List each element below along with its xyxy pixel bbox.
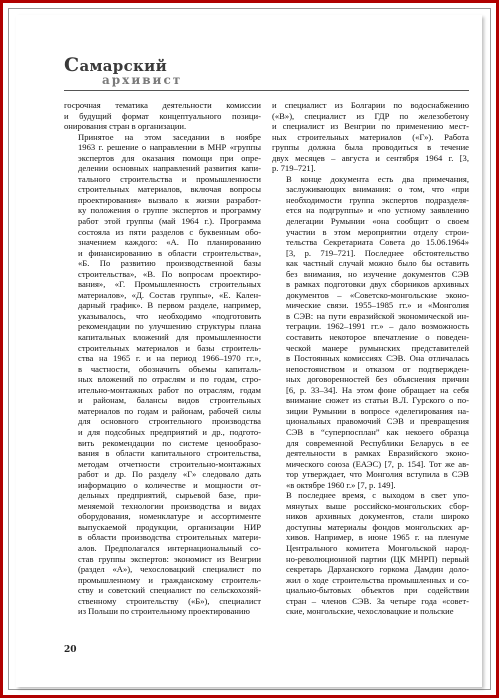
text-line: доступны материалы фондов монгольских ар-: [286, 521, 469, 532]
paragraph: [272, 490, 469, 617]
text-line: меняемой технологии производства и видах: [78, 500, 261, 511]
text-line: для основного строительного производства: [78, 416, 261, 427]
text-line: секретарь Дарханского горкома Дамдин доло-: [286, 564, 469, 575]
text-line: работ и др. По разделу «Г» следовало дать: [78, 469, 261, 480]
text-line: деятельности в рамках Евразийского эконо-: [286, 448, 469, 459]
text-line: и для подсобных предприятий и др., подгото-: [78, 426, 261, 437]
text-line: без внимания, но изучение документов СЭВ: [286, 268, 469, 279]
text-line: оборудования, номенклатуре и ассортименте: [78, 511, 261, 522]
text-line: документов – «Советско-монгольские эконо-: [286, 289, 469, 300]
paragraph: [64, 100, 261, 132]
text-line: составить некоторое впечатление о поведен-: [286, 332, 469, 343]
text-line: онирования стран в организации.: [64, 121, 187, 132]
text-line: выпускаемой продукции, организации НИР: [78, 521, 261, 532]
text-line: в Постоянных комиссиях СЭВ. Она отличалась: [286, 353, 469, 364]
text-line: но-революционной партии (ЦК МНРП) первый: [286, 553, 469, 564]
text-line: строительных материалов, включая вопросы: [78, 184, 261, 195]
masthead-title: [64, 54, 182, 76]
text-line: ется на подгруппы» и «по устному заявлению: [286, 205, 469, 216]
text-line: работ этой группы (май 1964 г.). Программа: [78, 216, 261, 227]
text-line: В последнее время, с выходом в свет упо-: [286, 490, 469, 501]
text-line: зиции Румынии в вопросе «делегирования на-: [286, 405, 469, 416]
text-line: необходимости группа экспертов подразделя-: [286, 194, 469, 205]
document-page: [16, 15, 482, 687]
masthead-subtitle: архивист: [102, 73, 183, 87]
text-line: вания в области капитального строительства,: [78, 448, 261, 459]
text-line: в СЭВ: на пути евразийской экономической ин-: [286, 310, 469, 321]
text-line: для современной Республики Беларусь в ее: [286, 437, 469, 448]
text-line: и районам, балансы видов строительных: [78, 395, 261, 406]
text-column-right: [272, 100, 469, 617]
masthead-title-rest: амарский: [79, 57, 168, 75]
text-line: вить рекомендации по системе ценообразо-: [78, 437, 261, 448]
page-number: 20: [64, 645, 77, 655]
text-line: и будущий формат концептуального позици-: [64, 110, 261, 121]
text-line: циально-бытовых объектов при содействии: [286, 585, 469, 596]
text-line: значением каждого: «А. По планированию: [78, 237, 261, 248]
text-line: двух месяцев – августа и сентября 1964 г. [3,: [272, 152, 469, 163]
text-line: как частный случай можно было бы оставить: [286, 258, 469, 269]
text-line: ства на 1965 г. и на период 1966–1970 гг.»,: [78, 353, 261, 364]
text-column-left: [64, 100, 261, 617]
text-line: «в октябре 1960 г.» [7, р. 149].: [286, 479, 396, 490]
text-line: стран – членов СЭВ. За четыре года «совет-: [286, 595, 469, 606]
text-line: вания», «Г. Промышленность строительных: [78, 279, 261, 290]
text-line: ские, монгольские, чехословацкие и польские: [286, 606, 454, 617]
text-line: ческой манере румынских представителей: [286, 342, 469, 353]
text-line: Центрального комитета Монгольской народ-: [286, 542, 469, 553]
text-line: состояла из пяти разделов с буквенным обо-: [78, 226, 261, 237]
text-line: указывалось, что необходимо «подготовить: [78, 310, 261, 321]
text-line: и специалист из Венгрии по применению мест-: [272, 121, 469, 132]
text-line: ников архивных документов, стали широко: [286, 511, 469, 522]
text-line: тельства Секретариата Совета до 15.06.1964»: [286, 237, 469, 248]
text-line: «Б. По развитию производственной базы: [78, 258, 261, 269]
text-line: рекомендации по улучшению структуры плана: [78, 321, 261, 332]
text-line: дарный график». В первом разделе, например,: [78, 300, 261, 311]
text-line: и финансированию в области строительства»,: [78, 247, 261, 258]
paragraph: [272, 100, 469, 174]
masthead-initial: С: [64, 54, 80, 76]
text-line: циональных правомочий СЭВ и превращения: [286, 416, 469, 427]
text-line: внимание сюжет из статьи В.Л. Гурского о по-: [286, 395, 469, 406]
text-line: мянутых выше российско-монгольских сбор-: [286, 500, 469, 511]
text-line: материалов по годам и районам, рабочей силы: [78, 405, 261, 416]
text-line: тального строительства и промышленности: [78, 173, 261, 184]
text-line: в рамках подготовки двух сборников архивных: [286, 279, 469, 290]
text-line: (раздел «А»), чехословацкий специалист по: [78, 564, 261, 575]
text-line: ных вложений по отраслям и по годам, стро-: [78, 374, 261, 385]
text-line: ных договоренностей без объяснения причин: [286, 374, 469, 385]
text-line: строительных материалов и базы строитель-: [78, 342, 261, 353]
text-line: тор утверждает, что Монголия вступила в СЭВ: [286, 469, 469, 480]
text-line: госрочная тематика деятельности комиссии: [64, 100, 261, 110]
text-line: проектирования» вызвало к жизни разработ-: [78, 194, 261, 205]
text-line: ству и советский специалист по сельскохозяй-: [78, 585, 261, 596]
header-rule: [64, 90, 469, 91]
text-line: материалов», «Д. Состав группы», «Е. Кален-: [78, 289, 261, 300]
text-line: в частности, обозначить объемы капиталь-: [78, 363, 261, 374]
text-line: промышленному и гражданскому строитель-: [78, 574, 261, 585]
text-line: методам отчетности строительно-монтажных: [78, 458, 261, 469]
text-line: мические связи. 1955–1985 гг.» и «Монголия: [286, 300, 469, 311]
text-line: ственному строительству («Б»), специалист: [78, 595, 261, 606]
text-line: жил о ходе строительства промышленных и со-: [286, 574, 469, 585]
text-line: [3, р. 719–721]. Последнее обстоятельство: [286, 247, 469, 258]
text-line: экспертов для оказания помощи при опре-: [78, 152, 261, 163]
text-line: делении основных направлений развития капи-: [78, 163, 261, 174]
paragraph: [64, 132, 261, 617]
text-line: мического союза (ЕАЭС) [7, р. 154]. Тот же ав-: [286, 458, 469, 469]
text-line: В конце документа есть два примечания,: [286, 173, 469, 184]
text-line: информацию о количестве и мощности от-: [78, 479, 261, 490]
text-line: ных строительных материалов («Г»). Работа: [272, 131, 469, 142]
text-line: [6, р. 33–34]. На этом фоне обращает на себя: [286, 384, 469, 395]
journal-masthead: [64, 54, 183, 87]
text-line: СЭВ в “суперпосплан” как некоего образца: [286, 426, 469, 437]
text-line: в области производства строительных матери-: [78, 532, 261, 543]
text-line: из Польши по строительному проектированию: [78, 606, 250, 617]
text-line: ку положения о группе экспертов и программу: [78, 205, 261, 216]
text-line: алов. Предполагался интернациональный со-: [78, 542, 261, 553]
text-line: Принятое на этом заседании в ноябре: [78, 131, 261, 142]
text-line: дельных предприятий, сырьевой базе, при-: [78, 490, 261, 501]
text-line: хивов. Например, в июне 1965 г. на пленуме: [286, 532, 469, 543]
text-line: делегации Румынии «она сообщит о своем: [286, 216, 469, 227]
paragraph: [272, 174, 469, 490]
text-line: заслуживающих внимания: о том, что «при: [286, 184, 469, 195]
text-line: ительно-монтажных работ по отраслям, годам: [78, 384, 261, 395]
text-line: капитальных вложений для промышленности: [78, 332, 261, 343]
text-line: и специалист из Болгарии по водоснабжению: [272, 100, 469, 110]
text-line: группы должна была проводиться в течение: [272, 142, 469, 153]
text-line: строительства», «В. По вопросам проектиро-: [78, 268, 261, 279]
text-line: 1963 г. решение о направлении в МНР «группы: [78, 142, 261, 153]
text-line: теграции. 1962–1991 гг.» – дало возможность: [286, 321, 469, 332]
text-line: став группы экспертов: экономист из Венгрии: [78, 553, 261, 564]
text-line: участии в этом мероприятии отделу строи-: [286, 226, 469, 237]
text-line: непостоянством и отказом от подтвержден-: [286, 363, 469, 374]
text-line: р. 719–721].: [272, 163, 316, 174]
text-line: («В»), специалист из ГДР по железобетону: [272, 110, 469, 121]
